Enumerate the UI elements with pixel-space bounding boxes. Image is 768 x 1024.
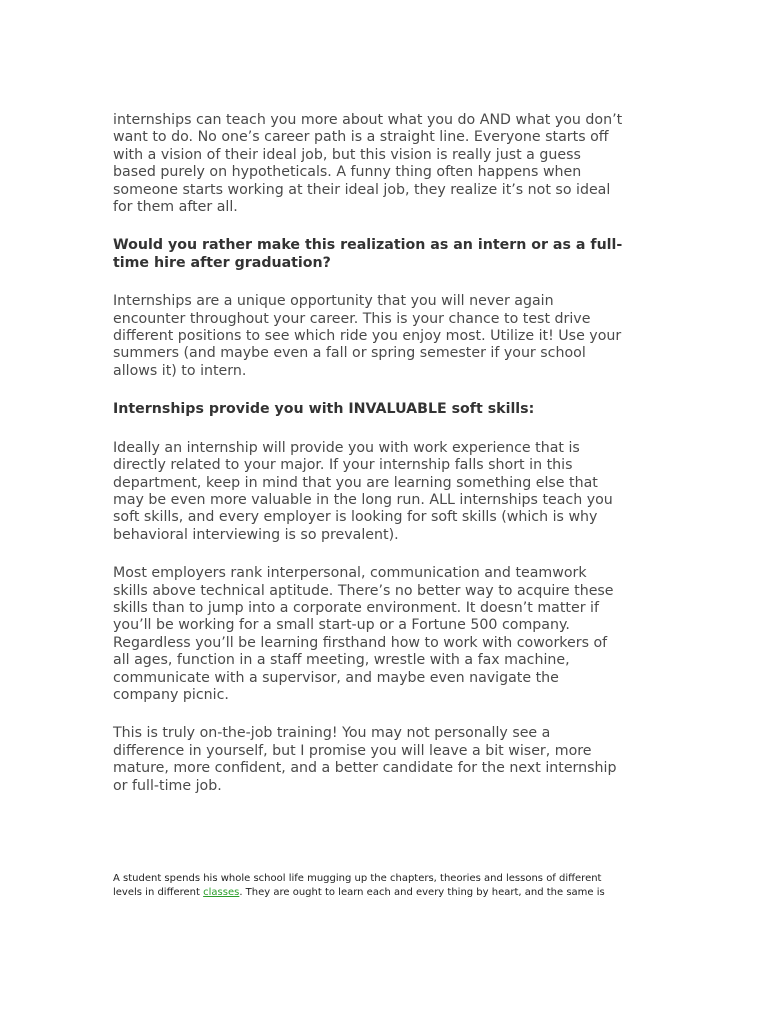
- classes-link[interactable]: classes: [203, 887, 240, 898]
- paragraph-unique-opportunity: Internships are a unique opportunity that you will never again encounter throughout your career. This is your chance to test drive different positions to see which ride you enjoy most. Utilize it! Use your summers (and maybe even a fall or spring semester if your school allows it) to intern.: [113, 293, 622, 379]
- heading-soft-skills: Internships provide you with INVALUABLE soft skills:: [113, 401, 535, 418]
- heading-realization-question: Would you rather make this realization as an intern or as a full- time hire after graduation?: [113, 237, 623, 271]
- footer-excerpt: [113, 872, 658, 900]
- paragraph-employer-rankings: Most employers rank interpersonal, communication and teamwork skills above technical aptitude. There’s no better way to acquire these skills than to jump into a corporate environment. It doesn’t matter if you’ll be working for a small start-up or a Fortune 500 company. Regardless you’ll be learning firsthand how to work with coworkers of all ages, function in a staff meeting, wrestle with a fax machine, communicate with a supervisor, and maybe even navigate the company picnic.: [113, 565, 614, 703]
- footer-text-after-link: . They are ought to learn each and every thing by heart, and the same is: [239, 887, 605, 898]
- paragraph-career-path: internships can teach you more about what you do AND what you don’t want to do. No one’s career path is a straight line. Everyone starts off with a vision of their ideal job, but this vision is really just a guess based purely on hypotheticals. A funny thing often happens when someone starts working at their ideal job, they realize it’s not so ideal for them after all.: [113, 112, 623, 216]
- article-body: [113, 112, 658, 816]
- footer-text-before-link: A student spends his whole school life mugging up the chapters, theories and lessons of different levels in different: [113, 873, 602, 898]
- paragraph-on-the-job-training: This is truly on-the-job training! You may not personally see a difference in yourself, but I promise you will leave a bit wiser, more mature, more confident, and a better candidate for the next internship or full-time job.: [113, 725, 617, 794]
- paragraph-work-experience: Ideally an internship will provide you with work experience that is directly related to your major. If your internship falls short in this department, keep in mind that you are learning something else that may be even more valuable in the long run. ALL internships teach you soft skills, and every employer is looking for soft skills (which is why behavioral interviewing is so prevalent).: [113, 439, 613, 543]
